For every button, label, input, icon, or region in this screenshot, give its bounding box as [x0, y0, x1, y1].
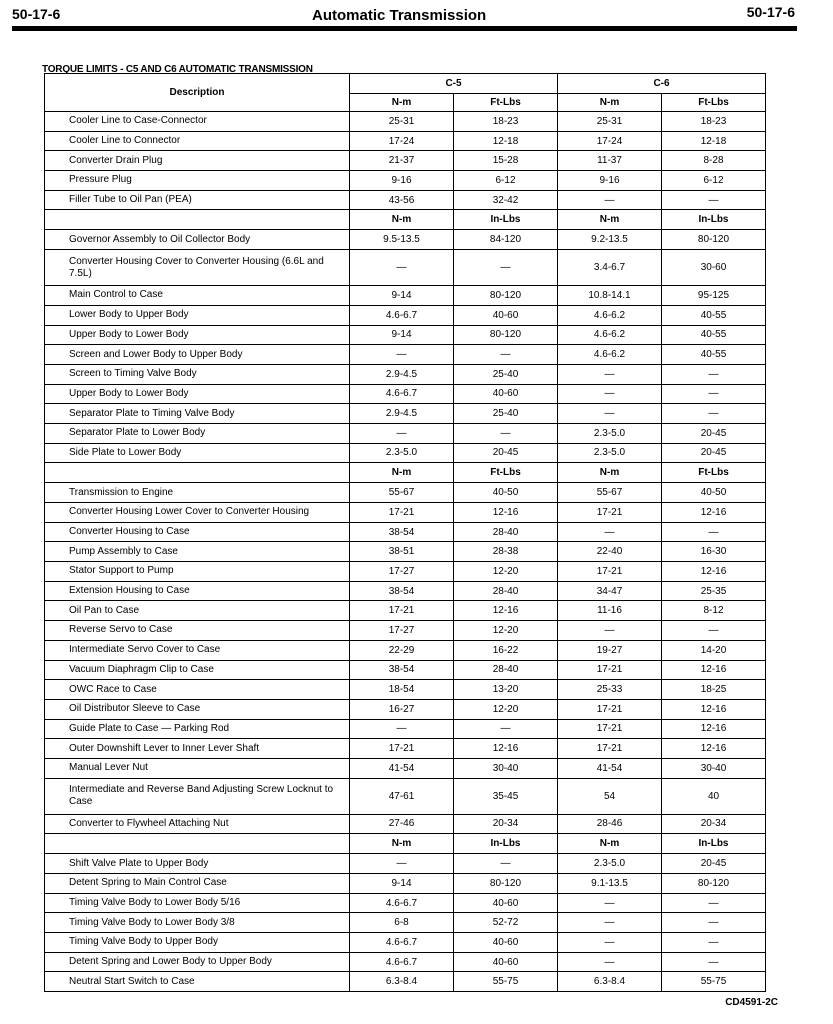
c5-value-cell: 12-16 — [454, 503, 558, 523]
description-cell: Timing Valve Body to Lower Body 3/8 — [45, 913, 350, 933]
c5-value-cell: 25-31 — [350, 112, 454, 132]
c6-value-cell: — — [558, 522, 662, 542]
table-head — [45, 74, 766, 112]
unit-header-cell: In-Lbs — [454, 210, 558, 230]
c5-value-cell: 41-54 — [350, 758, 454, 778]
description-cell: Shift Valve Plate to Upper Body — [45, 854, 350, 874]
c5-value-cell: 43-56 — [350, 190, 454, 210]
table-title: TORQUE LIMITS - C5 AND C6 AUTOMATIC TRANSMISSION — [42, 64, 313, 75]
table-row — [45, 384, 766, 404]
c6-value-cell: 30-60 — [662, 250, 766, 286]
c5-value-cell: — — [454, 719, 558, 739]
c6-value-cell: 9-16 — [558, 171, 662, 191]
description-cell: Vacuum Diaphragm Clip to Case — [45, 660, 350, 680]
c6-value-cell: 6-12 — [662, 171, 766, 191]
c6-value-cell: 6.3-8.4 — [558, 972, 662, 992]
unit-header-cell: Ft-Lbs — [662, 463, 766, 483]
table-row — [45, 250, 766, 286]
c5-value-cell: 21-37 — [350, 151, 454, 171]
c6-value-cell: 25-33 — [558, 680, 662, 700]
c5-value-cell: 28-38 — [454, 542, 558, 562]
table-row — [45, 404, 766, 424]
description-cell: Filler Tube to Oil Pan (PEA) — [45, 190, 350, 210]
description-cell: Converter Housing to Case — [45, 522, 350, 542]
c5-value-cell: 9.5-13.5 — [350, 230, 454, 250]
description-cell: Timing Valve Body to Lower Body 5/16 — [45, 893, 350, 913]
unit-header-cell: N-m — [350, 834, 454, 854]
c6-value-cell: 12-16 — [662, 719, 766, 739]
unit-header-cell: Ft-Lbs — [662, 94, 766, 112]
unit-header-cell: N-m — [558, 210, 662, 230]
table-row — [45, 171, 766, 191]
c5-value-cell: 12-20 — [454, 699, 558, 719]
c5-value-cell: 80-120 — [454, 874, 558, 894]
unit-header-cell: N-m — [558, 463, 662, 483]
table-row — [45, 423, 766, 443]
table-row — [45, 778, 766, 814]
c5-value-cell: 35-45 — [454, 778, 558, 814]
c6-value-cell: 18-23 — [662, 112, 766, 132]
table-row — [45, 503, 766, 523]
c6-value-cell: — — [662, 952, 766, 972]
c5-value-cell: 40-60 — [454, 305, 558, 325]
c5-value-cell: 52-72 — [454, 913, 558, 933]
table-row — [45, 933, 766, 953]
c5-value-cell: 4.6-6.7 — [350, 893, 454, 913]
unit-row — [45, 834, 766, 854]
c5-value-cell: 40-60 — [454, 384, 558, 404]
table-row — [45, 581, 766, 601]
table-row — [45, 131, 766, 151]
c6-value-cell: 40-55 — [662, 345, 766, 365]
c6-value-cell: — — [558, 404, 662, 424]
c6-value-cell: — — [662, 364, 766, 384]
c6-value-cell: 17-21 — [558, 699, 662, 719]
c5-value-cell: 40-50 — [454, 483, 558, 503]
c5-value-cell: 6-8 — [350, 913, 454, 933]
c5-value-cell: 12-18 — [454, 131, 558, 151]
c5-value-cell: 12-20 — [454, 621, 558, 641]
c6-value-cell: 30-40 — [662, 758, 766, 778]
unit-row-blank-cell — [45, 834, 350, 854]
c5-value-cell: — — [454, 854, 558, 874]
c6-value-cell: 11-37 — [558, 151, 662, 171]
unit-header-cell: N-m — [350, 94, 454, 112]
c6-value-cell: 95-125 — [662, 286, 766, 306]
c5-value-cell: 20-45 — [454, 443, 558, 463]
c5-value-cell: 28-40 — [454, 660, 558, 680]
c5-value-cell: 38-51 — [350, 542, 454, 562]
figure-code: CD4591-2C — [725, 997, 778, 1008]
c6-value-cell: 17-21 — [558, 503, 662, 523]
c6-value-cell: 3.4-6.7 — [558, 250, 662, 286]
table-body — [45, 112, 766, 992]
description-cell: Neutral Start Switch to Case — [45, 972, 350, 992]
table-row — [45, 739, 766, 759]
c5-value-cell: 17-21 — [350, 739, 454, 759]
c6-value-cell: 12-16 — [662, 503, 766, 523]
c5-value-cell: — — [350, 345, 454, 365]
table-row — [45, 893, 766, 913]
c5-value-cell: — — [350, 719, 454, 739]
c5-value-cell: 4.6-6.7 — [350, 384, 454, 404]
c6-value-cell: — — [662, 621, 766, 641]
description-cell: Oil Distributor Sleeve to Case — [45, 699, 350, 719]
c6-value-cell: 9.1-13.5 — [558, 874, 662, 894]
c5-value-cell: — — [350, 854, 454, 874]
c6-value-cell: — — [662, 404, 766, 424]
c6-value-cell: 22-40 — [558, 542, 662, 562]
table-row — [45, 325, 766, 345]
c5-value-cell: 80-120 — [454, 286, 558, 306]
description-cell: Side Plate to Lower Body — [45, 443, 350, 463]
c5-value-cell: 4.6-6.7 — [350, 305, 454, 325]
c5-value-cell: 2.9-4.5 — [350, 404, 454, 424]
table-row — [45, 151, 766, 171]
c5-value-cell: 28-40 — [454, 522, 558, 542]
description-cell: Detent Spring and Lower Body to Upper Body — [45, 952, 350, 972]
c6-value-cell: — — [558, 190, 662, 210]
description-cell: Screen and Lower Body to Upper Body — [45, 345, 350, 365]
c6-value-cell: 40-55 — [662, 325, 766, 345]
table-row — [45, 443, 766, 463]
table-row — [45, 112, 766, 132]
c5-value-cell: 40-60 — [454, 933, 558, 953]
c6-value-cell: 17-21 — [558, 719, 662, 739]
c5-value-cell: 17-21 — [350, 601, 454, 621]
c5-value-cell: 2.9-4.5 — [350, 364, 454, 384]
unit-header-cell: Ft-Lbs — [454, 94, 558, 112]
c5-value-cell: 9-14 — [350, 874, 454, 894]
c5-value-cell: 13-20 — [454, 680, 558, 700]
table-row — [45, 286, 766, 306]
c5-value-cell: 55-75 — [454, 972, 558, 992]
description-cell: Governor Assembly to Oil Collector Body — [45, 230, 350, 250]
c6-value-cell: — — [558, 364, 662, 384]
unit-header-cell: In-Lbs — [662, 834, 766, 854]
c6-value-cell: — — [662, 933, 766, 953]
c6-value-cell: 8-12 — [662, 601, 766, 621]
c6-value-cell: 25-31 — [558, 112, 662, 132]
c6-value-cell: — — [662, 893, 766, 913]
c5-value-cell: 18-54 — [350, 680, 454, 700]
c5-value-cell: 12-20 — [454, 562, 558, 582]
table-row — [45, 952, 766, 972]
description-cell: Upper Body to Lower Body — [45, 325, 350, 345]
c6-value-cell: — — [558, 952, 662, 972]
description-cell: Intermediate Servo Cover to Case — [45, 640, 350, 660]
c5-value-cell: 9-14 — [350, 286, 454, 306]
unit-row-blank-cell — [45, 210, 350, 230]
c6-value-cell: 20-45 — [662, 423, 766, 443]
c6-value-cell: 17-21 — [558, 739, 662, 759]
description-cell: Converter Housing Lower Cover to Converter Housing — [45, 503, 350, 523]
c6-value-cell: 16-30 — [662, 542, 766, 562]
description-cell: Outer Downshift Lever to Inner Lever Shaft — [45, 739, 350, 759]
c5-value-cell: 40-60 — [454, 893, 558, 913]
c5-value-cell: 4.6-6.7 — [350, 952, 454, 972]
table-row — [45, 364, 766, 384]
description-cell: Oil Pan to Case — [45, 601, 350, 621]
c6-value-cell: 2.3-5.0 — [558, 443, 662, 463]
description-cell: Separator Plate to Timing Valve Body — [45, 404, 350, 424]
unit-header-cell: N-m — [558, 94, 662, 112]
description-cell: Cooler Line to Connector — [45, 131, 350, 151]
c6-value-cell: 55-75 — [662, 972, 766, 992]
description-cell: Reverse Servo to Case — [45, 621, 350, 641]
table-row — [45, 640, 766, 660]
c6-value-cell: 19-27 — [558, 640, 662, 660]
c6-value-cell: 40-50 — [662, 483, 766, 503]
c5-header: C-5 — [350, 74, 558, 94]
description-cell: Cooler Line to Case-Connector — [45, 112, 350, 132]
c5-value-cell: 47-61 — [350, 778, 454, 814]
torque-table — [44, 73, 766, 992]
unit-row — [45, 210, 766, 230]
c6-value-cell: 12-16 — [662, 562, 766, 582]
table-row — [45, 601, 766, 621]
description-cell: Pump Assembly to Case — [45, 542, 350, 562]
unit-row-blank-cell — [45, 463, 350, 483]
table-row — [45, 758, 766, 778]
c6-value-cell: 17-21 — [558, 562, 662, 582]
description-cell: Lower Body to Upper Body — [45, 305, 350, 325]
c5-value-cell: 25-40 — [454, 364, 558, 384]
c5-value-cell: — — [454, 345, 558, 365]
table-row — [45, 854, 766, 874]
table-row — [45, 814, 766, 834]
c6-value-cell: — — [558, 384, 662, 404]
c5-value-cell: — — [350, 423, 454, 443]
description-cell: Separator Plate to Lower Body — [45, 423, 350, 443]
c6-value-cell: 10.8-14.1 — [558, 286, 662, 306]
description-cell: OWC Race to Case — [45, 680, 350, 700]
c6-value-cell: — — [558, 913, 662, 933]
c5-value-cell: 28-40 — [454, 581, 558, 601]
description-cell: Screen to Timing Valve Body — [45, 364, 350, 384]
c6-value-cell: 55-67 — [558, 483, 662, 503]
c6-value-cell: — — [662, 522, 766, 542]
table-row — [45, 660, 766, 680]
c6-value-cell: — — [558, 621, 662, 641]
c5-value-cell: 32-42 — [454, 190, 558, 210]
c5-value-cell: 27-46 — [350, 814, 454, 834]
c5-value-cell: 84-120 — [454, 230, 558, 250]
c5-value-cell: 40-60 — [454, 952, 558, 972]
c6-value-cell: 20-34 — [662, 814, 766, 834]
page-number-left: 50-17-6 — [12, 6, 61, 22]
c6-value-cell: 12-16 — [662, 739, 766, 759]
c6-value-cell: 14-20 — [662, 640, 766, 660]
c5-value-cell: — — [454, 250, 558, 286]
c5-value-cell: 38-54 — [350, 522, 454, 542]
c6-value-cell: 11-16 — [558, 601, 662, 621]
c5-value-cell: 80-120 — [454, 325, 558, 345]
c6-value-cell: 40-55 — [662, 305, 766, 325]
c6-value-cell: 8-28 — [662, 151, 766, 171]
description-cell: Stator Support to Pump — [45, 562, 350, 582]
header-rule — [12, 26, 797, 31]
description-cell: Guide Plate to Case — Parking Rod — [45, 719, 350, 739]
table-row — [45, 621, 766, 641]
c5-value-cell: 38-54 — [350, 581, 454, 601]
unit-header-cell: N-m — [350, 210, 454, 230]
description-cell: Converter to Flywheel Attaching Nut — [45, 814, 350, 834]
c5-value-cell: 25-40 — [454, 404, 558, 424]
c5-value-cell: 6-12 — [454, 171, 558, 191]
table-row — [45, 874, 766, 894]
c5-value-cell: 16-22 — [454, 640, 558, 660]
c6-value-cell: 41-54 — [558, 758, 662, 778]
description-cell: Detent Spring to Main Control Case — [45, 874, 350, 894]
c5-value-cell: 9-14 — [350, 325, 454, 345]
c6-value-cell: — — [662, 190, 766, 210]
description-cell: Upper Body to Lower Body — [45, 384, 350, 404]
c5-value-cell: 2.3-5.0 — [350, 443, 454, 463]
c5-value-cell: — — [454, 423, 558, 443]
table-row — [45, 680, 766, 700]
c6-value-cell: 18-25 — [662, 680, 766, 700]
c6-value-cell: 4.6-6.2 — [558, 325, 662, 345]
page-title: Automatic Transmission — [312, 7, 487, 24]
table-row — [45, 913, 766, 933]
c6-header: C-6 — [558, 74, 766, 94]
c6-value-cell: 28-46 — [558, 814, 662, 834]
c5-value-cell: 17-27 — [350, 621, 454, 641]
unit-header-cell: In-Lbs — [662, 210, 766, 230]
c6-value-cell: — — [662, 913, 766, 933]
c5-value-cell: 6.3-8.4 — [350, 972, 454, 992]
table-row — [45, 345, 766, 365]
c6-value-cell: 54 — [558, 778, 662, 814]
unit-header-cell: In-Lbs — [454, 834, 558, 854]
c5-value-cell: 12-16 — [454, 739, 558, 759]
table-row — [45, 699, 766, 719]
description-cell: Pressure Plug — [45, 171, 350, 191]
table-row — [45, 522, 766, 542]
c5-value-cell: — — [350, 250, 454, 286]
c5-value-cell: 17-24 — [350, 131, 454, 151]
c6-value-cell: 2.3-5.0 — [558, 854, 662, 874]
c5-value-cell: 4.6-6.7 — [350, 933, 454, 953]
c6-value-cell: 80-120 — [662, 230, 766, 250]
c6-value-cell: 25-35 — [662, 581, 766, 601]
description-cell: Manual Lever Nut — [45, 758, 350, 778]
unit-header-cell: N-m — [350, 463, 454, 483]
c6-value-cell: 20-45 — [662, 443, 766, 463]
c6-value-cell: 17-21 — [558, 660, 662, 680]
table-row — [45, 719, 766, 739]
page-number-right: 50-17-6 — [746, 4, 795, 20]
c5-value-cell: 17-27 — [350, 562, 454, 582]
c5-value-cell: 18-23 — [454, 112, 558, 132]
description-cell: Extension Housing to Case — [45, 581, 350, 601]
c5-value-cell: 30-40 — [454, 758, 558, 778]
description-cell: Timing Valve Body to Upper Body — [45, 933, 350, 953]
c6-value-cell: 20-45 — [662, 854, 766, 874]
table-row — [45, 542, 766, 562]
table-row — [45, 230, 766, 250]
c6-value-cell: 4.6-6.2 — [558, 305, 662, 325]
unit-header-cell: N-m — [558, 834, 662, 854]
unit-row — [45, 463, 766, 483]
c6-value-cell: 12-18 — [662, 131, 766, 151]
c6-value-cell: 34-47 — [558, 581, 662, 601]
c6-value-cell: — — [558, 933, 662, 953]
c5-value-cell: 15-28 — [454, 151, 558, 171]
description-cell: Intermediate and Reverse Band Adjusting Screw Locknut to Case — [45, 778, 350, 814]
table-row — [45, 305, 766, 325]
c5-value-cell: 16-27 — [350, 699, 454, 719]
description-cell: Converter Drain Plug — [45, 151, 350, 171]
c5-value-cell: 20-34 — [454, 814, 558, 834]
c6-value-cell: 12-16 — [662, 699, 766, 719]
c6-value-cell: 9.2-13.5 — [558, 230, 662, 250]
c6-value-cell: 17-24 — [558, 131, 662, 151]
table-row — [45, 483, 766, 503]
c5-value-cell: 12-16 — [454, 601, 558, 621]
c5-value-cell: 17-21 — [350, 503, 454, 523]
c6-value-cell: — — [558, 893, 662, 913]
description-cell: Transmission to Engine — [45, 483, 350, 503]
c6-value-cell: 12-16 — [662, 660, 766, 680]
unit-header-cell: Ft-Lbs — [454, 463, 558, 483]
c6-value-cell: 80-120 — [662, 874, 766, 894]
description-header: Description — [45, 74, 350, 112]
c6-value-cell: 4.6-6.2 — [558, 345, 662, 365]
c5-value-cell: 22-29 — [350, 640, 454, 660]
description-cell: Converter Housing Cover to Converter Housing (6.6L and 7.5L) — [45, 250, 350, 286]
table-row — [45, 972, 766, 992]
c5-value-cell: 9-16 — [350, 171, 454, 191]
c6-value-cell: 2.3-5.0 — [558, 423, 662, 443]
table-row — [45, 562, 766, 582]
description-cell: Main Control to Case — [45, 286, 350, 306]
c6-value-cell: 40 — [662, 778, 766, 814]
c5-value-cell: 38-54 — [350, 660, 454, 680]
table-row — [45, 190, 766, 210]
c6-value-cell: — — [662, 384, 766, 404]
c5-value-cell: 55-67 — [350, 483, 454, 503]
